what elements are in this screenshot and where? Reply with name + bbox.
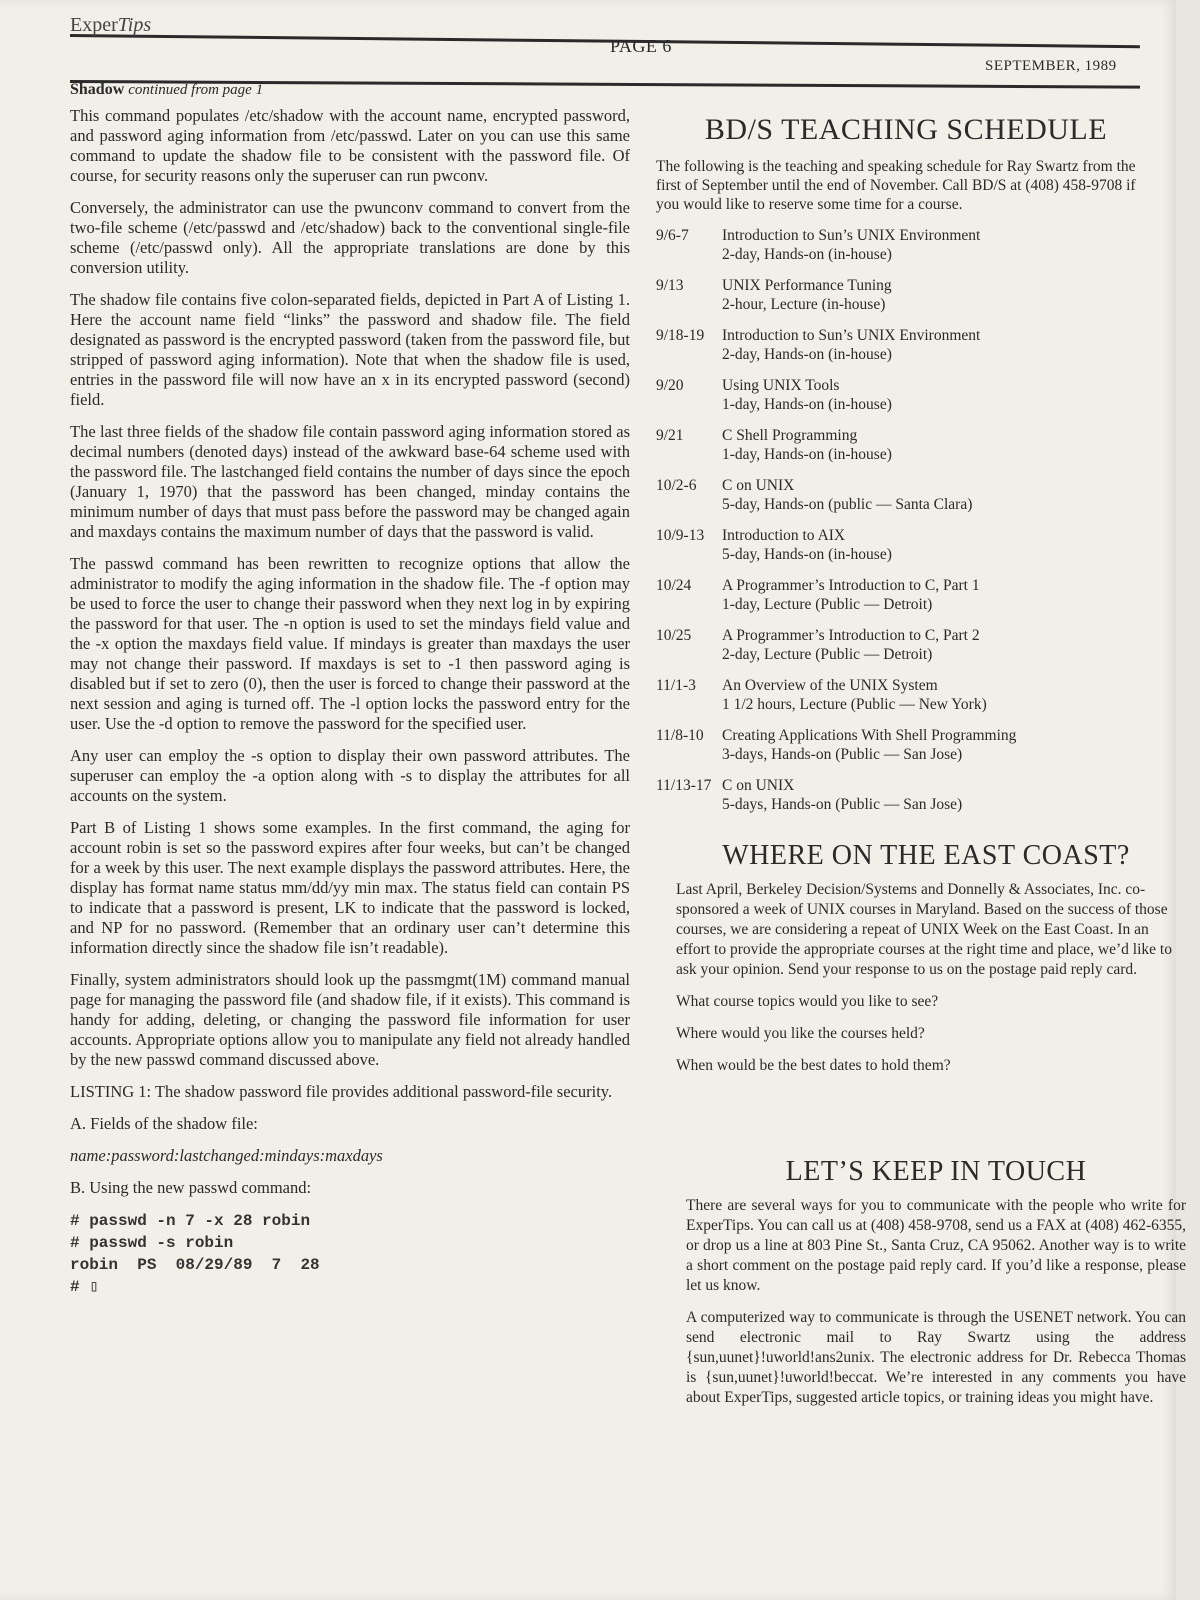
schedule-item	[656, 476, 1156, 514]
code-listing	[70, 1210, 630, 1298]
article-paragraph: Finally, system administrators should look up the passmgmt(1M) command manual page for managing the password file (and shadow file, if it exists). This command is handy for adding, deleting, or changing the password file information for user accounts. Appropriate options allow you to manipulate any field not already handled by the new passwd command discussed above.	[70, 970, 630, 1069]
schedule-item	[656, 526, 1156, 564]
article-paragraph: The passwd command has been rewritten to recognize options that allow the administrator to modify the aging information in the shadow file. The -f option may be used to force the user to change their password when they next log in by expiring the password for that user. The -n option is used to set the mindays field value and the -x option the maxdays field value. If mindays is greater than maxdays the user may not change their password. If maxdays is set to -1 then password aging is disabled but if set to zero (0), then the user is forced to change their password at the next session and aging is turned off. The -l option locks the password entry for the user. Use the -d option to remove the password for the specified user.	[70, 554, 630, 733]
survey-question: Where would you like the courses held?	[676, 1025, 925, 1042]
schedule-course: An Overview of the UNIX System	[722, 677, 938, 694]
schedule-detail: 1 1/2 hours, Lecture (Public — New York)	[722, 696, 987, 713]
newsletter-brand: ExperTips	[70, 14, 152, 36]
schedule-course: Introduction to Sun’s UNIX Environment	[722, 227, 981, 244]
article-paragraph: Part B of Listing 1 shows some examples. In the first command, the aging for account robin is set so the password expires after four weeks, but can’t be changed for a week by this user. The next example displays the password attributes. Here, the display has format name status mm/dd/yy min max. The status field can contain PS to indicate that a password is present, LK to indicate that the password is locked, and NP for no password. (Remember that an ordinary user can’t determine this information directly since the shadow file isn’t readable).	[70, 818, 630, 957]
continued-heading: Shadow continued from page 1	[70, 81, 264, 98]
schedule-detail: 1-day, Lecture (Public — Detroit)	[722, 596, 933, 613]
schedule-course: Introduction to AIX	[722, 527, 846, 544]
schedule-date: 10/24	[656, 577, 692, 594]
schedule-item	[656, 626, 1156, 664]
code-line: # passwd -n 7 -x 28 robin	[70, 1212, 311, 1230]
schedule-course: C on UNIX	[722, 477, 795, 494]
article-paragraph: The last three fields of the shadow file contain password aging information stored as decimal numbers (denoted days) instead of the awkward base-64 scheme used with the password file. The lastchanged field contains the number of days since the epoch (January 1, 1970) that the password has been changed, minday contains the minimum number of days that must pass before the password may be changed again and maxdays contains the maximum number of days that the password is valid.	[70, 422, 630, 541]
listing-1	[70, 1082, 630, 1298]
east-coast-title: WHERE ON THE EAST COAST?	[722, 840, 1130, 871]
schedule-date: 11/1-3	[656, 677, 696, 694]
schedule-course: Creating Applications With Shell Programming	[722, 727, 1017, 744]
schedule-item	[656, 326, 1156, 364]
schedule-list	[656, 226, 1156, 814]
schedule-course: UNIX Performance Tuning	[722, 277, 892, 294]
schedule-detail: 5-day, Hands-on (public — Santa Clara)	[722, 496, 973, 513]
schedule-detail: 5-days, Hands-on (Public — San Jose)	[722, 796, 963, 813]
schedule-intro: The following is the teaching and speaking schedule for Ray Swartz from the first of September until the end of November. Call BD/S at (408) 458-9708 if you would like to reserve some time for a course.	[656, 158, 1136, 213]
page-number: PAGE 6	[610, 36, 672, 56]
keep-in-touch-paragraph: There are several ways for you to communicate with the people who write for ExperTips. You can call us at (408) 458-9708, send us a FAX at (408) 462-6355, or drop us a line at 803 Pine St., Santa Cruz, CA 95062. Another way is to write a short comment on the postage paid reply card. If you’d like a response, please let us know.	[686, 1197, 1186, 1294]
code-line: robin PS 08/29/89 7 28	[70, 1256, 320, 1274]
schedule-title: BD/S TEACHING SCHEDULE	[704, 113, 1108, 146]
east-coast-body: Last April, Berkeley Decision/Systems and Donnelly & Associates, Inc. co-sponsored a week of UNIX courses in Maryland. Based on the success of those courses, we are considering a repeat of UNIX Week on the East Coast. In an effort to provide the appropriate courses at the right time and place, we’d like to ask your opinion. Send your response to us on the postage paid reply card.	[676, 881, 1172, 978]
schedule-detail: 3-days, Hands-on (Public — San Jose)	[722, 746, 963, 763]
schedule-item	[656, 226, 1156, 264]
keep-in-touch-title: LET’S KEEP IN TOUCH	[785, 1156, 1087, 1187]
header-rule-top	[70, 34, 1140, 48]
schedule-detail: 5-day, Hands-on (in-house)	[722, 546, 892, 563]
schedule-item	[656, 426, 1156, 464]
left-column	[70, 80, 630, 1298]
code-line: # ▯	[70, 1278, 99, 1296]
listing-part-a: A. Fields of the shadow file:	[70, 1114, 258, 1133]
schedule-detail: 2-day, Hands-on (in-house)	[722, 246, 892, 263]
schedule-detail: 2-day, Lecture (Public — Detroit)	[722, 646, 933, 663]
schedule-course: A Programmer’s Introduction to C, Part 1	[722, 577, 980, 594]
schedule-detail: 2-hour, Lecture (in-house)	[722, 296, 886, 313]
schedule-course: Using UNIX Tools	[722, 377, 840, 394]
schedule-detail: 1-day, Hands-on (in-house)	[722, 446, 892, 463]
article-paragraph: Any user can employ the -s option to display their own password attributes. The superuser can employ the -a option along with -s to display the attributes for all accounts on the system.	[70, 746, 630, 805]
schedule-item	[656, 676, 1156, 714]
article-paragraph: Conversely, the administrator can use the pwunconv command to convert from the two-file scheme (/etc/passwd and /etc/shadow) back to the conventional single-file scheme (/etc/passwd only). All the appropriate translations are done by this conversion utility.	[70, 198, 630, 277]
article-paragraph: This command populates /etc/shadow with the account name, encrypted password, and password aging information from /etc/passwd. Later on you can use this same command to update the shadow file to be consistent with the password file. Of course, for security reasons only the superuser can run pwconv.	[70, 106, 630, 185]
listing-part-b: B. Using the new passwd command:	[70, 1178, 312, 1197]
schedule-date: 9/20	[656, 377, 684, 394]
survey-question: When would be the best dates to hold them?	[676, 1057, 951, 1074]
schedule-course: A Programmer’s Introduction to C, Part 2	[722, 627, 980, 644]
schedule-date: 11/8-10	[656, 727, 704, 744]
schedule-section	[656, 108, 1156, 826]
schedule-item	[656, 376, 1156, 414]
schedule-date: 9/6-7	[656, 227, 689, 244]
schedule-course: Introduction to Sun’s UNIX Environment	[722, 327, 981, 344]
schedule-date: 9/13	[656, 277, 684, 294]
schedule-detail: 1-day, Hands-on (in-house)	[722, 396, 892, 413]
schedule-date: 11/13-17	[656, 777, 712, 794]
keep-in-touch-section	[686, 1156, 1186, 1420]
survey-question: What course topics would you like to see?	[676, 993, 939, 1010]
listing-caption: LISTING 1: The shadow password file provides additional password-file security.	[70, 1082, 613, 1101]
east-coast-section	[676, 840, 1176, 1088]
schedule-date: 10/9-13	[656, 527, 705, 544]
code-line: # passwd -s robin	[70, 1234, 234, 1252]
keep-in-touch-paragraph: A computerized way to communicate is through the USENET network. You can send electronic mail to Ray Swartz using the address {sun,uunet}!uworld!ans2unix. The electronic address for Dr. Rebecca Thomas is {sun,uunet}!uworld!beccat. We’re interested in any comments you have about ExperTips, suggested article topics, or training ideas you might have.	[686, 1309, 1186, 1406]
schedule-course: C Shell Programming	[722, 427, 858, 444]
schedule-date: 10/2-6	[656, 477, 697, 494]
schedule-date: 9/21	[656, 427, 684, 444]
schedule-item	[656, 726, 1156, 764]
schedule-date: 10/25	[656, 627, 692, 644]
schedule-item	[656, 776, 1156, 814]
article-paragraph: The shadow file contains five colon-separated fields, depicted in Part A of Listing 1. Here the account name field “links” the password and shadow file. The field designated as password is the encrypted password (taken from the password file, but stripped of password aging information). Note that when the shadow file is used, entries in the password file will now have an x in its encrypted password (second) field.	[70, 290, 630, 409]
schedule-item	[656, 276, 1156, 314]
issue-date: SEPTEMBER, 1989	[985, 58, 1117, 74]
schedule-date: 9/18-19	[656, 327, 705, 344]
schedule-item	[656, 576, 1156, 614]
listing-fields: name:password:lastchanged:mindays:maxdays	[70, 1146, 383, 1165]
schedule-course: C on UNIX	[722, 777, 795, 794]
schedule-detail: 2-day, Hands-on (in-house)	[722, 346, 892, 363]
